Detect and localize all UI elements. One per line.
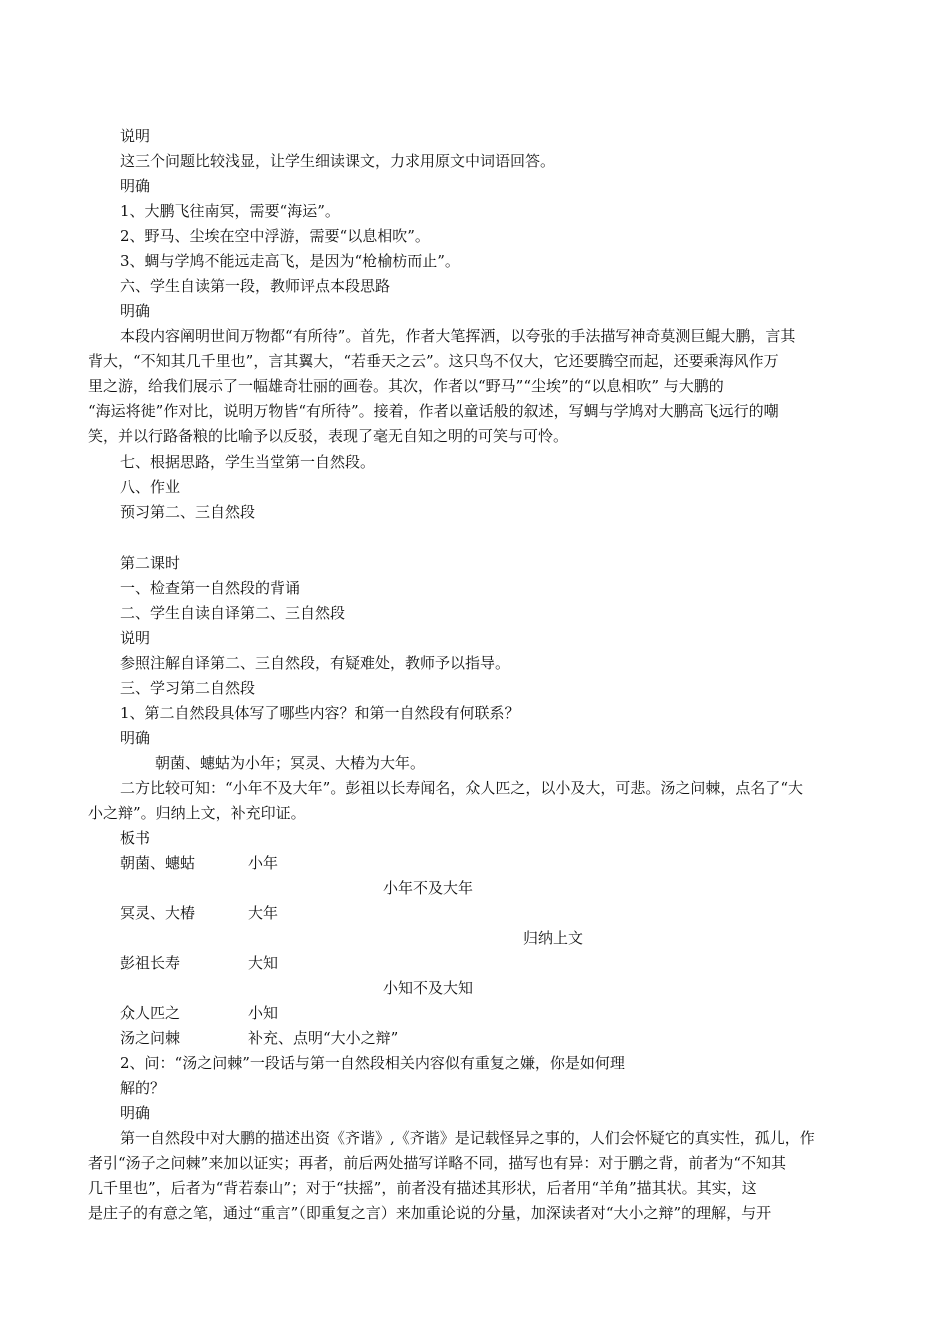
paragraph-line: 是庄子的有意之笔，通过“重言”（即重复之言）来加重论说的分量，加深读者对“大小之辩”的理解，与开 — [88, 1204, 772, 1222]
step-heading: 八、作业 — [120, 478, 181, 496]
board-cell: 汤之问棘 — [120, 1029, 181, 1047]
board-cell: 小知 — [248, 1004, 279, 1022]
answer-item: 1、大鹏飞往南冥，需要“海运”。 — [120, 202, 340, 220]
lesson-title: 第二课时 — [120, 554, 181, 572]
board-cell: 大年 — [248, 904, 279, 922]
label-mingque: 明确 — [120, 177, 151, 195]
step-heading: 七、根据思路，学生当堂第一自然段。 — [120, 453, 376, 471]
board-cell: 小年 — [248, 854, 279, 872]
paragraph-line: 背大，“不知其几千里也”，言其翼大，“若垂天之云”。这只鸟不仅大，它还要腾空而起，还要乘海风作万 — [88, 352, 779, 370]
board-conclusion: 小年不及大年 — [383, 879, 474, 897]
label-mingque: 明确 — [120, 1104, 151, 1122]
paragraph-line: “海运将徙”作对比，说明万物皆“有所待”。接着，作者以童话般的叙述，写蜩与学鸠对大鹏高飞远行的嘲 — [88, 402, 779, 420]
board-cell: 补充、点明“大小之辩” — [248, 1029, 399, 1047]
board-cell: 众人匹之 — [120, 1004, 181, 1022]
step-heading: 一、检查第一自然段的背诵 — [120, 579, 301, 597]
paragraph-line: 第一自然段中对大鹏的描述出资《齐谐》,《齐谐》是记载怪异之事的，人们会怀疑它的真实性，孤儿，作 — [120, 1129, 815, 1147]
paragraph-line: 本段内容阐明世间万物都“有所待”。首先，作者大笔挥洒，以夸张的手法描写神奇莫测巨鲲大鹏，言其 — [120, 327, 796, 345]
answer-item: 3、蜩与学鸠不能远走高飞，是因为“枪榆枋而止”。 — [120, 252, 460, 270]
paragraph-line: 者引“汤子之问棘”来加以证实；再者，前后两处描写详略不同，描写也有异：对于鹏之背，前者为“不知其 — [88, 1154, 787, 1172]
question: 1、第二自然段具体写了哪些内容？和第一自然段有何联系？ — [120, 704, 520, 722]
answer-item: 2、野马、尘埃在空中浮游，需要“以息相吹”。 — [120, 227, 430, 245]
question: 2、问：“汤之问棘”一段话与第一自然段相关内容似有重复之嫌，你是如何理 — [120, 1054, 625, 1072]
answer-line: 朝菌、蟪蛄为小年；冥灵、大椿为大年。 — [155, 754, 426, 772]
label-mingque: 明确 — [120, 302, 151, 320]
board-cell: 彭祖长寿 — [120, 954, 181, 972]
label-banshu: 板书 — [120, 829, 151, 847]
paragraph-line: 二方比较可知：“小年不及大年”。彭祖以长寿闻名，众人匹之，以小及大，可悲。汤之问棘，点名了“大 — [120, 779, 804, 797]
shuoming-text: 参照注解自译第二、三自然段，有疑难处，教师予以指导。 — [120, 654, 511, 672]
label-shuoming: 说明 — [120, 127, 151, 145]
board-cell: 大知 — [248, 954, 279, 972]
board-cell: 冥灵、大椿 — [120, 904, 196, 922]
board-conclusion: 归纳上文 — [523, 929, 584, 947]
homework-text: 预习第二、三自然段 — [120, 503, 256, 521]
board-cell: 朝菌、蟪蛄 — [120, 854, 196, 872]
paragraph-line: 小之辩”。归纳上文，补充印证。 — [88, 804, 306, 822]
paragraph-line: 笑，并以行路备粮的比喻予以反驳，表现了毫无自知之明的可笑与可怜。 — [88, 427, 569, 445]
shuoming-text: 这三个问题比较浅显，让学生细读课文，力求用原文中词语回答。 — [120, 152, 556, 170]
paragraph-line: 里之游，给我们展示了一幅雄奇壮丽的画卷。其次，作者以“野马”“尘埃”的“以息相吹” 与大鹏的 — [88, 377, 724, 395]
question: 解的？ — [120, 1079, 166, 1097]
label-mingque: 明确 — [120, 729, 151, 747]
paragraph-line: 几千里也”，后者为“背若泰山”；对于“扶摇”，前者没有描述其形状，后者用“羊角”描其状。其实，这 — [88, 1179, 757, 1197]
step-heading: 六、学生自读第一段，教师评点本段思路 — [120, 277, 391, 295]
step-heading: 三、学习第二自然段 — [120, 679, 256, 697]
board-conclusion: 小知不及大知 — [383, 979, 474, 997]
step-heading: 二、学生自读自译第二、三自然段 — [120, 604, 346, 622]
label-shuoming: 说明 — [120, 629, 151, 647]
